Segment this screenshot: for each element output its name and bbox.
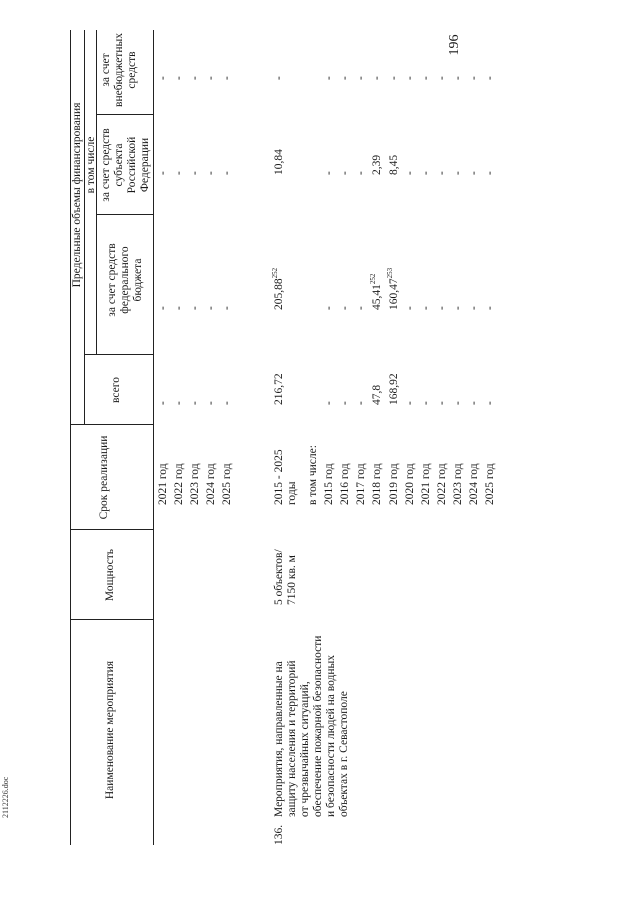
extra-cell: - [173,76,186,80]
col-divider-capacity [70,529,153,530]
term-cell: 2020 год [403,463,416,505]
header-term: Срок реализации [98,435,110,520]
term-cell: 2015 год [323,463,336,505]
federal-cell: - [339,306,352,310]
total-cell: - [355,401,368,405]
term-cell: 2023 год [189,463,202,505]
header-regional: за счет средств субъекта Российской Федерации [100,128,151,202]
total-cell: - [451,401,464,405]
measure-name-line: обеспечение пожарной безопасности [312,635,324,817]
federal-cell: - [403,306,416,310]
federal-cell: - [205,306,218,310]
extra-cell: - [468,76,480,80]
term-cell: 2022 год [173,463,186,505]
term-cell: 2016 год [339,463,352,505]
regional-cell: - [355,171,368,175]
federal-cell: - [323,306,336,310]
total-cell: - [173,401,186,405]
term-cell: 2024 год [205,463,218,505]
federal-cell: - [157,306,169,310]
extra-cell: - [484,76,497,80]
extra-cell: - [221,76,234,80]
federal-cell: 45,41$^{252}$ [369,273,384,310]
total-cell: - [189,401,202,405]
regional-cell: - [468,171,480,175]
term-cell: 2024 год [468,463,480,505]
federal-cell: - [435,306,448,310]
extra-cell: - [451,76,464,80]
term-cell: 2017 год [355,463,368,505]
footnote-ref: 253 [385,267,394,279]
measure-name-line: Мероприятия, направленные на [273,661,285,817]
measure-term-line: годы [286,481,298,505]
funding-group-rule [84,30,85,425]
measure-name-line: объектах в г. Севастополе [338,691,350,817]
extra-cell: - [339,76,352,80]
extra-cell: - [435,76,448,80]
regional-cell: - [173,171,186,175]
total-cell: - [484,401,497,405]
total-cell: 168,92 [387,373,400,405]
col-divider-total [84,354,153,355]
col-divider-federal [96,214,153,215]
regional-cell: - [189,171,202,175]
term-cell: 2025 год [221,463,234,505]
regional-cell: - [157,171,169,175]
total-cell: - [435,401,448,405]
col-divider-regional [96,114,153,115]
extra-cell: - [355,76,368,80]
regional-cell: - [323,171,336,175]
extra-cell: - [189,76,202,80]
measure-name-line: и безопасности людей на водных [325,654,337,817]
regional-cell: - [221,171,234,175]
measure-capacity-line: 5 объектов/ [273,549,285,605]
header-total: всего [110,377,122,403]
term-cell: 2021 год [419,463,432,505]
federal-cell: - [355,306,368,310]
regional-cell: - [451,171,464,175]
total-cell: - [157,401,169,405]
extra-cell: - [157,76,169,80]
regional-cell: - [205,171,218,175]
federal-cell: - [451,306,464,310]
federal-cell: - [221,306,234,310]
extra-cell: - [419,76,432,80]
term-cell: 2022 год [435,463,448,505]
measure-capacity-line: 7150 кв. м [286,555,298,605]
regional-cell: - [419,171,432,175]
federal-cell: - [173,306,186,310]
extra-cell: - [403,76,416,80]
regional-cell: - [339,171,352,175]
measure-term-line: 2015 - 2025 [273,449,285,505]
header-federal: за счет средств федерального бюджета [106,243,144,317]
federal-cell: - [189,306,202,310]
federal-cell: - [419,306,432,310]
federal-cell: - [484,306,497,310]
total-cell: - [205,401,218,405]
header-capacity: Мощность [104,548,116,602]
header-including: в том числе [85,136,97,194]
term-cell: 2025 год [484,463,497,505]
measure-name-line: от чрезвычайных ситуаций, [299,681,311,817]
footnote-ref: 252 [369,273,378,285]
total-cell: - [323,401,336,405]
extra-cell: - [387,76,400,80]
regional-cell: - [435,171,448,175]
extra-cell: - [371,76,384,80]
extra-cell: - [205,76,218,80]
term-cell: 2018 год [371,463,384,505]
term-cell: 2019 год [387,463,400,505]
header-extra: за счет внебюджетных средств [100,33,138,107]
extra-cell: - [323,76,336,80]
measure-name-line: защиту населения и территорий [286,660,298,817]
measure-federal: 205,88$^{252}$ [271,267,285,310]
measure-number: 136. [273,824,285,845]
total-cell: - [339,401,352,405]
header-bottom-border [153,30,154,845]
total-cell: 47,8 [371,384,384,405]
total-cell: - [403,401,416,405]
federal-cell: 160,47$^{253}$ [385,267,400,310]
measure-total: 216,72 [273,373,285,405]
regional-cell: 2,39 [371,154,384,175]
measure-regional: 10,84 [273,149,285,175]
col-divider-name [70,619,153,620]
document-footer-code: 2112226.doc [1,776,10,818]
header-funding-group: Предельные объемы финансирования [71,102,83,288]
regional-cell: 8,45 [387,154,400,175]
page-number: 196 [447,34,462,56]
total-cell: - [221,401,234,405]
regional-cell: - [403,171,416,175]
col-divider-term [70,424,153,425]
federal-cell: - [468,306,480,310]
total-cell: - [468,401,480,405]
measure-extra: - [273,76,285,80]
term-cell: 2023 год [451,463,464,505]
regional-cell: - [484,171,497,175]
header-name: Наименование мероприятия [104,660,116,800]
footnote-ref: 252 [271,267,280,279]
including-label: в том числе: [307,445,319,505]
term-cell: 2021 год [157,463,169,505]
total-cell: - [419,401,432,405]
